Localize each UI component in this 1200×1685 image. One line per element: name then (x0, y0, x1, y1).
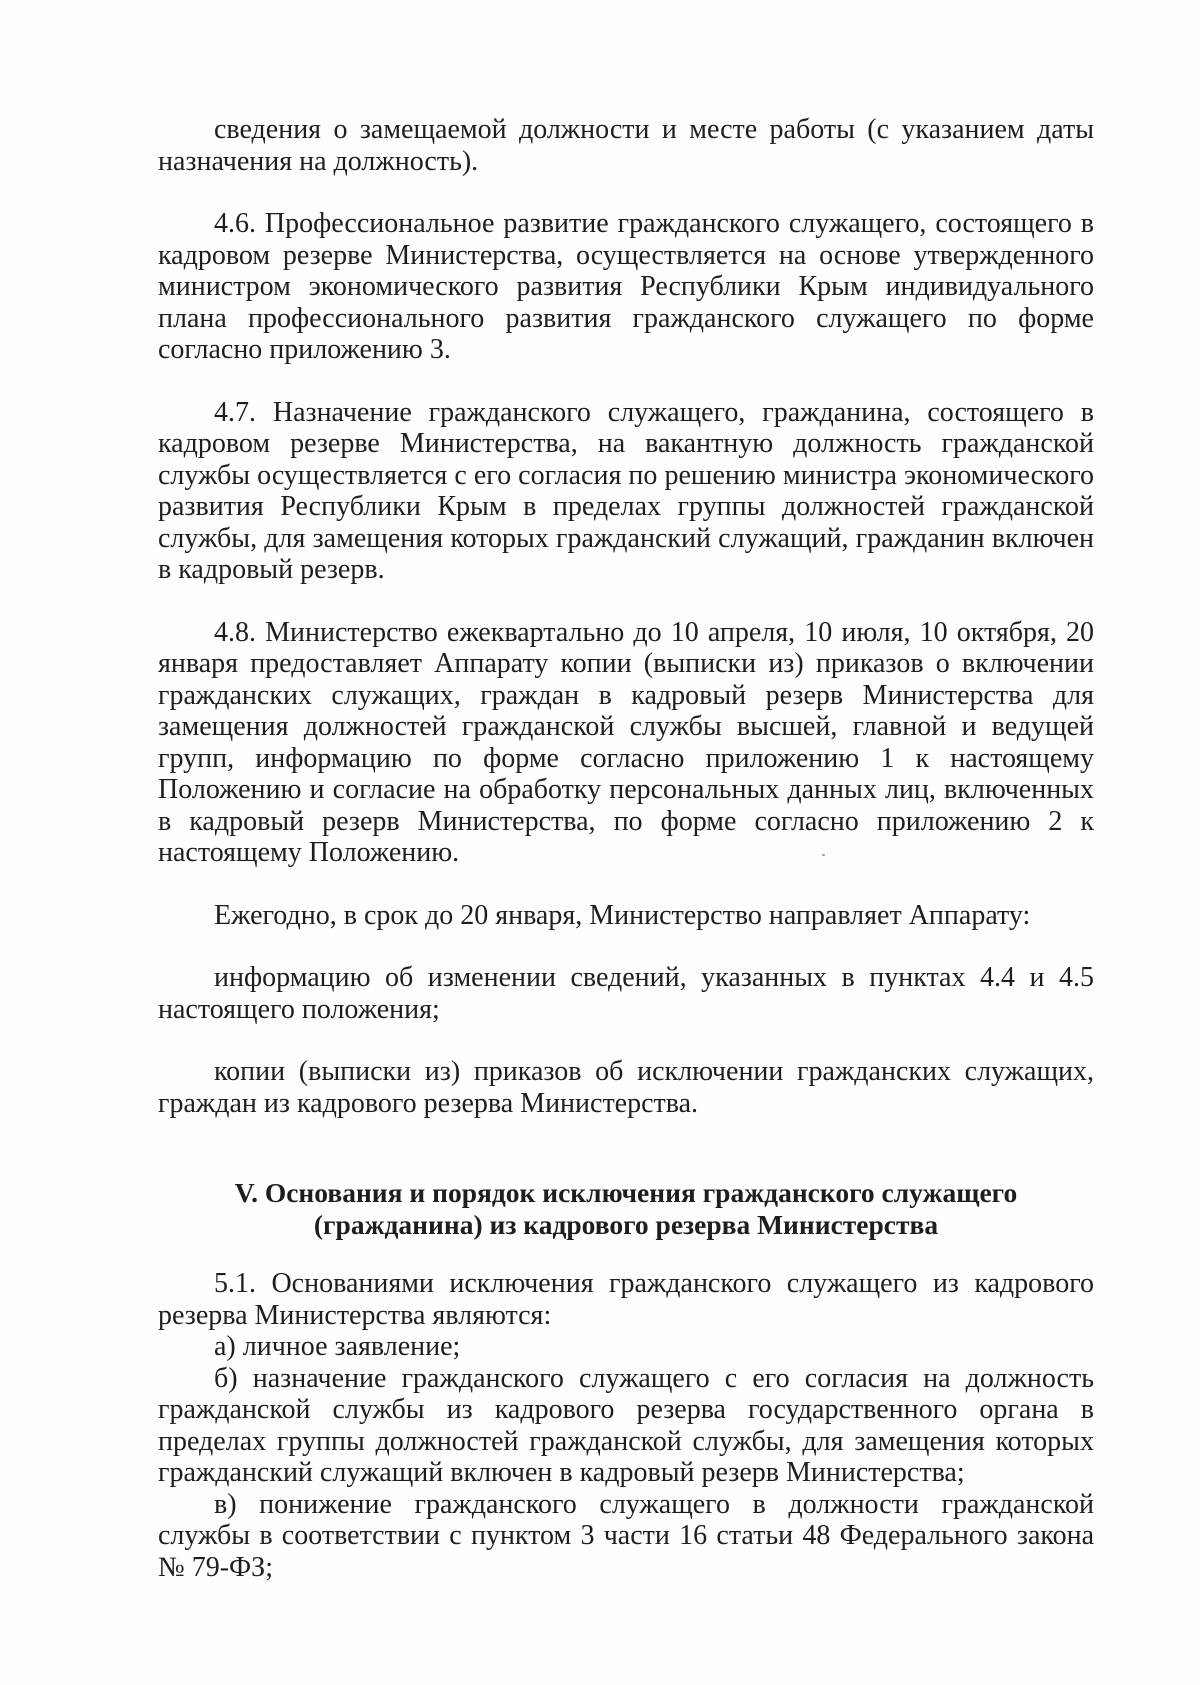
list-item-a: а) личное заявление; (214, 1331, 461, 1362)
list-item-v: в) понижение гражданского служащего в должности гражданской службы в соответствии с пунктом 3 части 16 статьи 48 Федерального закона № 79-ФЗ; (158, 1488, 1094, 1583)
paragraph-4-6: 4.6. Профессиональное развитие гражданского служащего, состоящего в кадровом резерве Министерства, осуществляется на основе утвержденного министром экономического развития Республики Крым индивидуального плана профессионального развития гражданского служащего по форме согласно приложению 3. (158, 208, 1094, 365)
paragraph-4-8: 4.8. Министерство ежеквартально до 10 апреля, 10 июля, 10 октября, 20 января предоставляет Аппарату копии (выписки из) приказов о включении гражданских служащих, граждан в кадровый резерв Министерства для замещения должностей гражданской службы высшей, главной и ведущей групп, информацию по форме согласно приложению 1 к настоящему Положению и согласие на обработку персональных данных лиц, включенных в кадровый резерв Министерства, по форме согласно приложению 2 к настоящему Положению. (158, 616, 1094, 868)
paragraph-5-1: 5.1. Основаниями исключения гражданского служащего из кадрового резерва Министерства являются: (158, 1268, 1094, 1331)
list-item-b: б) назначение гражданского служащего с его согласия на должность гражданской службы из кадрового резерва государственного органа в пределах группы должностей гражданской службы, для замещения которых гражданский служащий включен в кадровый резерв Министерства; (158, 1362, 1094, 1488)
paragraph-annual: Ежегодно, в срок до 20 января, Министерство направляет Аппарату: (214, 899, 1031, 931)
section-heading-line-2: (гражданина) из кадрового резерва Министерства (313, 1209, 939, 1240)
section-v-heading (158, 1177, 1094, 1241)
paragraph-copies: копии (выписки из) приказов об исключении гражданских служащих, граждан из кадрового резерва Министерства. (158, 1056, 1094, 1119)
paragraph-4-7: 4.7. Назначение гражданского служащего, гражданина, состоящего в кадровом резерве Министерства, на вакантную должность гражданской службы осуществляется с его согласия по решению министра экономического развития Республики Крым в пределах группы должностей гражданской службы, для замещения которых гражданский служащий, гражданин включен в кадровый резерв. (158, 396, 1094, 585)
section-heading-line-1: V. Основания и порядок исключения гражданского служащего (234, 1177, 1018, 1208)
paragraph-info-change: информацию об изменении сведений, указанных в пунктах 4.4 и 4.5 настоящего положения; (158, 962, 1094, 1025)
scan-speck (822, 854, 825, 856)
paragraph-intro: сведения о замещаемой должности и месте работы (с указанием даты назначения на должность). (158, 114, 1094, 177)
document-body (158, 114, 1094, 1583)
